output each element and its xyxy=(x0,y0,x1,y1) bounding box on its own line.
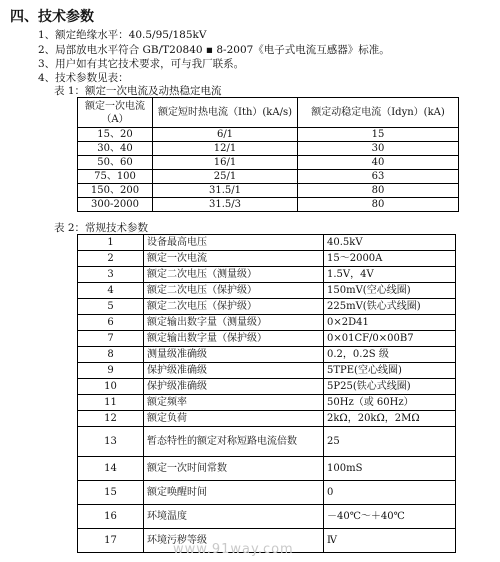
row-number-cell: 2 xyxy=(78,251,144,267)
header-dynamic-current: 额定动稳定电流（Idyn）(kA) xyxy=(298,98,459,128)
header-primary-current: 额定一次电流（A） xyxy=(78,98,153,128)
parameter-value-cell: 15～2000A xyxy=(324,251,456,267)
thermal-current-cell: 31.5/1 xyxy=(153,184,298,198)
primary-current-cell: 75、100 xyxy=(78,170,153,184)
row-number-cell: 5 xyxy=(78,299,144,315)
parameter-name-cell: 额定输出数字量（保护级） xyxy=(144,331,324,347)
table2-caption: 表 2：常规技术参数 xyxy=(54,222,149,234)
primary-current-cell: 300-2000 xyxy=(78,198,153,212)
dynamic-current-cell: 63 xyxy=(298,170,459,184)
parameter-name-cell: 额定二次电压（测量级） xyxy=(144,267,324,283)
table-row xyxy=(78,299,456,315)
parameter-name-cell: 额定输出数字量（测量级） xyxy=(144,315,324,331)
parameters-line: 4、技术参数见表： xyxy=(38,72,129,84)
parameter-name-cell: 测量级准确级 xyxy=(144,347,324,363)
row-number-cell: 3 xyxy=(78,267,144,283)
table-row xyxy=(78,198,459,212)
table1-caption: 表 1：额定一次电流及动热稳定电流 xyxy=(54,85,222,97)
table-row xyxy=(78,267,456,283)
watermark: www.91way.com xyxy=(173,542,294,557)
dynamic-current-cell: 80 xyxy=(298,198,459,212)
partial-discharge-line: 2、局部放电水平符合 GB/T20840 ▪ 8-2007《电子式电流互感器》标准。 xyxy=(38,44,390,56)
parameter-name-cell: 额定一次电流 xyxy=(144,251,324,267)
thermal-current-cell: 25/1 xyxy=(153,170,298,184)
parameter-value-cell: 2kΩ，20kΩ，2MΩ xyxy=(324,411,456,427)
row-number-cell: 14 xyxy=(78,457,144,481)
thermal-current-cell: 31.5/3 xyxy=(153,198,298,212)
parameter-value-cell: 50Hz（或 60Hz） xyxy=(324,395,456,411)
parameter-name-cell: 环境温度 xyxy=(144,505,324,529)
parameter-value-cell: 100mS xyxy=(324,457,456,481)
row-number-cell: 11 xyxy=(78,395,144,411)
section-title: 四、技术参数 xyxy=(10,9,94,25)
row-number-cell: 10 xyxy=(78,379,144,395)
table-row xyxy=(78,427,456,457)
table-row xyxy=(78,505,456,529)
parameter-value-cell: 0.2，0.2S 级 xyxy=(324,347,456,363)
row-number-cell: 9 xyxy=(78,363,144,379)
parameter-value-cell: 0×2D41 xyxy=(324,315,456,331)
parameter-name-cell: 保护级准确级 xyxy=(144,363,324,379)
table-row xyxy=(78,283,456,299)
parameter-name-cell: 保护级准确级 xyxy=(144,379,324,395)
primary-current-cell: 15、20 xyxy=(78,128,153,142)
table-row xyxy=(78,411,456,427)
table-row xyxy=(78,235,456,251)
parameter-name-cell: 额定负荷 xyxy=(144,411,324,427)
parameter-name-cell: 额定二次电压（保护级） xyxy=(144,283,324,299)
parameter-name-cell: 环境污秽等级 xyxy=(144,529,324,553)
row-number-cell: 7 xyxy=(78,331,144,347)
table-row xyxy=(78,363,456,379)
row-number-cell: 6 xyxy=(78,315,144,331)
row-number-cell: 8 xyxy=(78,347,144,363)
table-row xyxy=(78,347,456,363)
contact-line: 3、用户如有其它技术要求，可与我厂联系。 xyxy=(38,58,245,70)
insulation-level-line: 1、额定绝缘水平：40.5/95/185kV xyxy=(38,29,207,41)
parameter-value-cell: 0×01CF/0×00B7 xyxy=(324,331,456,347)
parameter-value-cell: 25 xyxy=(324,427,456,457)
parameter-value-cell: 225mV(铁心式线圈) xyxy=(324,299,456,315)
thermal-current-cell: 16/1 xyxy=(153,156,298,170)
parameter-value-cell: 5TPE(空心线圈) xyxy=(324,363,456,379)
parameter-value-cell: 0 xyxy=(324,481,456,505)
parameter-value-cell: －40℃～＋40℃ xyxy=(324,505,456,529)
parameter-value-cell: 40.5kV xyxy=(324,235,456,251)
table-row xyxy=(78,395,456,411)
table-row xyxy=(78,379,456,395)
row-number-cell: 1 xyxy=(78,235,144,251)
dynamic-current-cell: 30 xyxy=(298,142,459,156)
row-number-cell: 17 xyxy=(78,529,144,553)
row-number-cell: 4 xyxy=(78,283,144,299)
table-row xyxy=(78,142,459,156)
table-row xyxy=(78,170,459,184)
row-number-cell: 12 xyxy=(78,411,144,427)
dynamic-current-cell: 40 xyxy=(298,156,459,170)
parameter-value-cell: Ⅳ xyxy=(324,529,456,553)
table-row xyxy=(78,128,459,142)
table-header-row xyxy=(78,98,459,128)
table-row xyxy=(78,156,459,170)
parameter-name-cell: 额定频率 xyxy=(144,395,324,411)
row-number-cell: 15 xyxy=(78,481,144,505)
parameter-name-cell: 额定一次时间常数 xyxy=(144,457,324,481)
parameter-name-cell: 设备最高电压 xyxy=(144,235,324,251)
primary-current-cell: 150、200 xyxy=(78,184,153,198)
dynamic-current-cell: 80 xyxy=(298,184,459,198)
primary-current-cell: 50、60 xyxy=(78,156,153,170)
parameter-value-cell: 1.5V，4V xyxy=(324,267,456,283)
header-thermal-current: 额定短时热电流（Ith）(kA/s) xyxy=(153,98,298,128)
parameter-name-cell: 暂态特性的额定对称短路电流倍数 xyxy=(144,427,324,457)
table-row xyxy=(78,481,456,505)
thermal-current-cell: 12/1 xyxy=(153,142,298,156)
dynamic-current-cell: 15 xyxy=(298,128,459,142)
parameters-table xyxy=(77,234,456,553)
thermal-current-cell: 6/1 xyxy=(153,128,298,142)
primary-current-cell: 30、40 xyxy=(78,142,153,156)
current-table xyxy=(77,97,459,212)
table-row xyxy=(78,184,459,198)
table-row xyxy=(78,251,456,267)
table-row xyxy=(78,457,456,481)
row-number-cell: 13 xyxy=(78,427,144,457)
parameter-value-cell: 5P25(铁心式线圈) xyxy=(324,379,456,395)
table-row xyxy=(78,331,456,347)
table-row xyxy=(78,315,456,331)
parameter-name-cell: 额定唤醒时间 xyxy=(144,481,324,505)
parameter-name-cell: 额定二次电压（保护级） xyxy=(144,299,324,315)
row-number-cell: 16 xyxy=(78,505,144,529)
parameter-value-cell: 150mV(空心线圈) xyxy=(324,283,456,299)
